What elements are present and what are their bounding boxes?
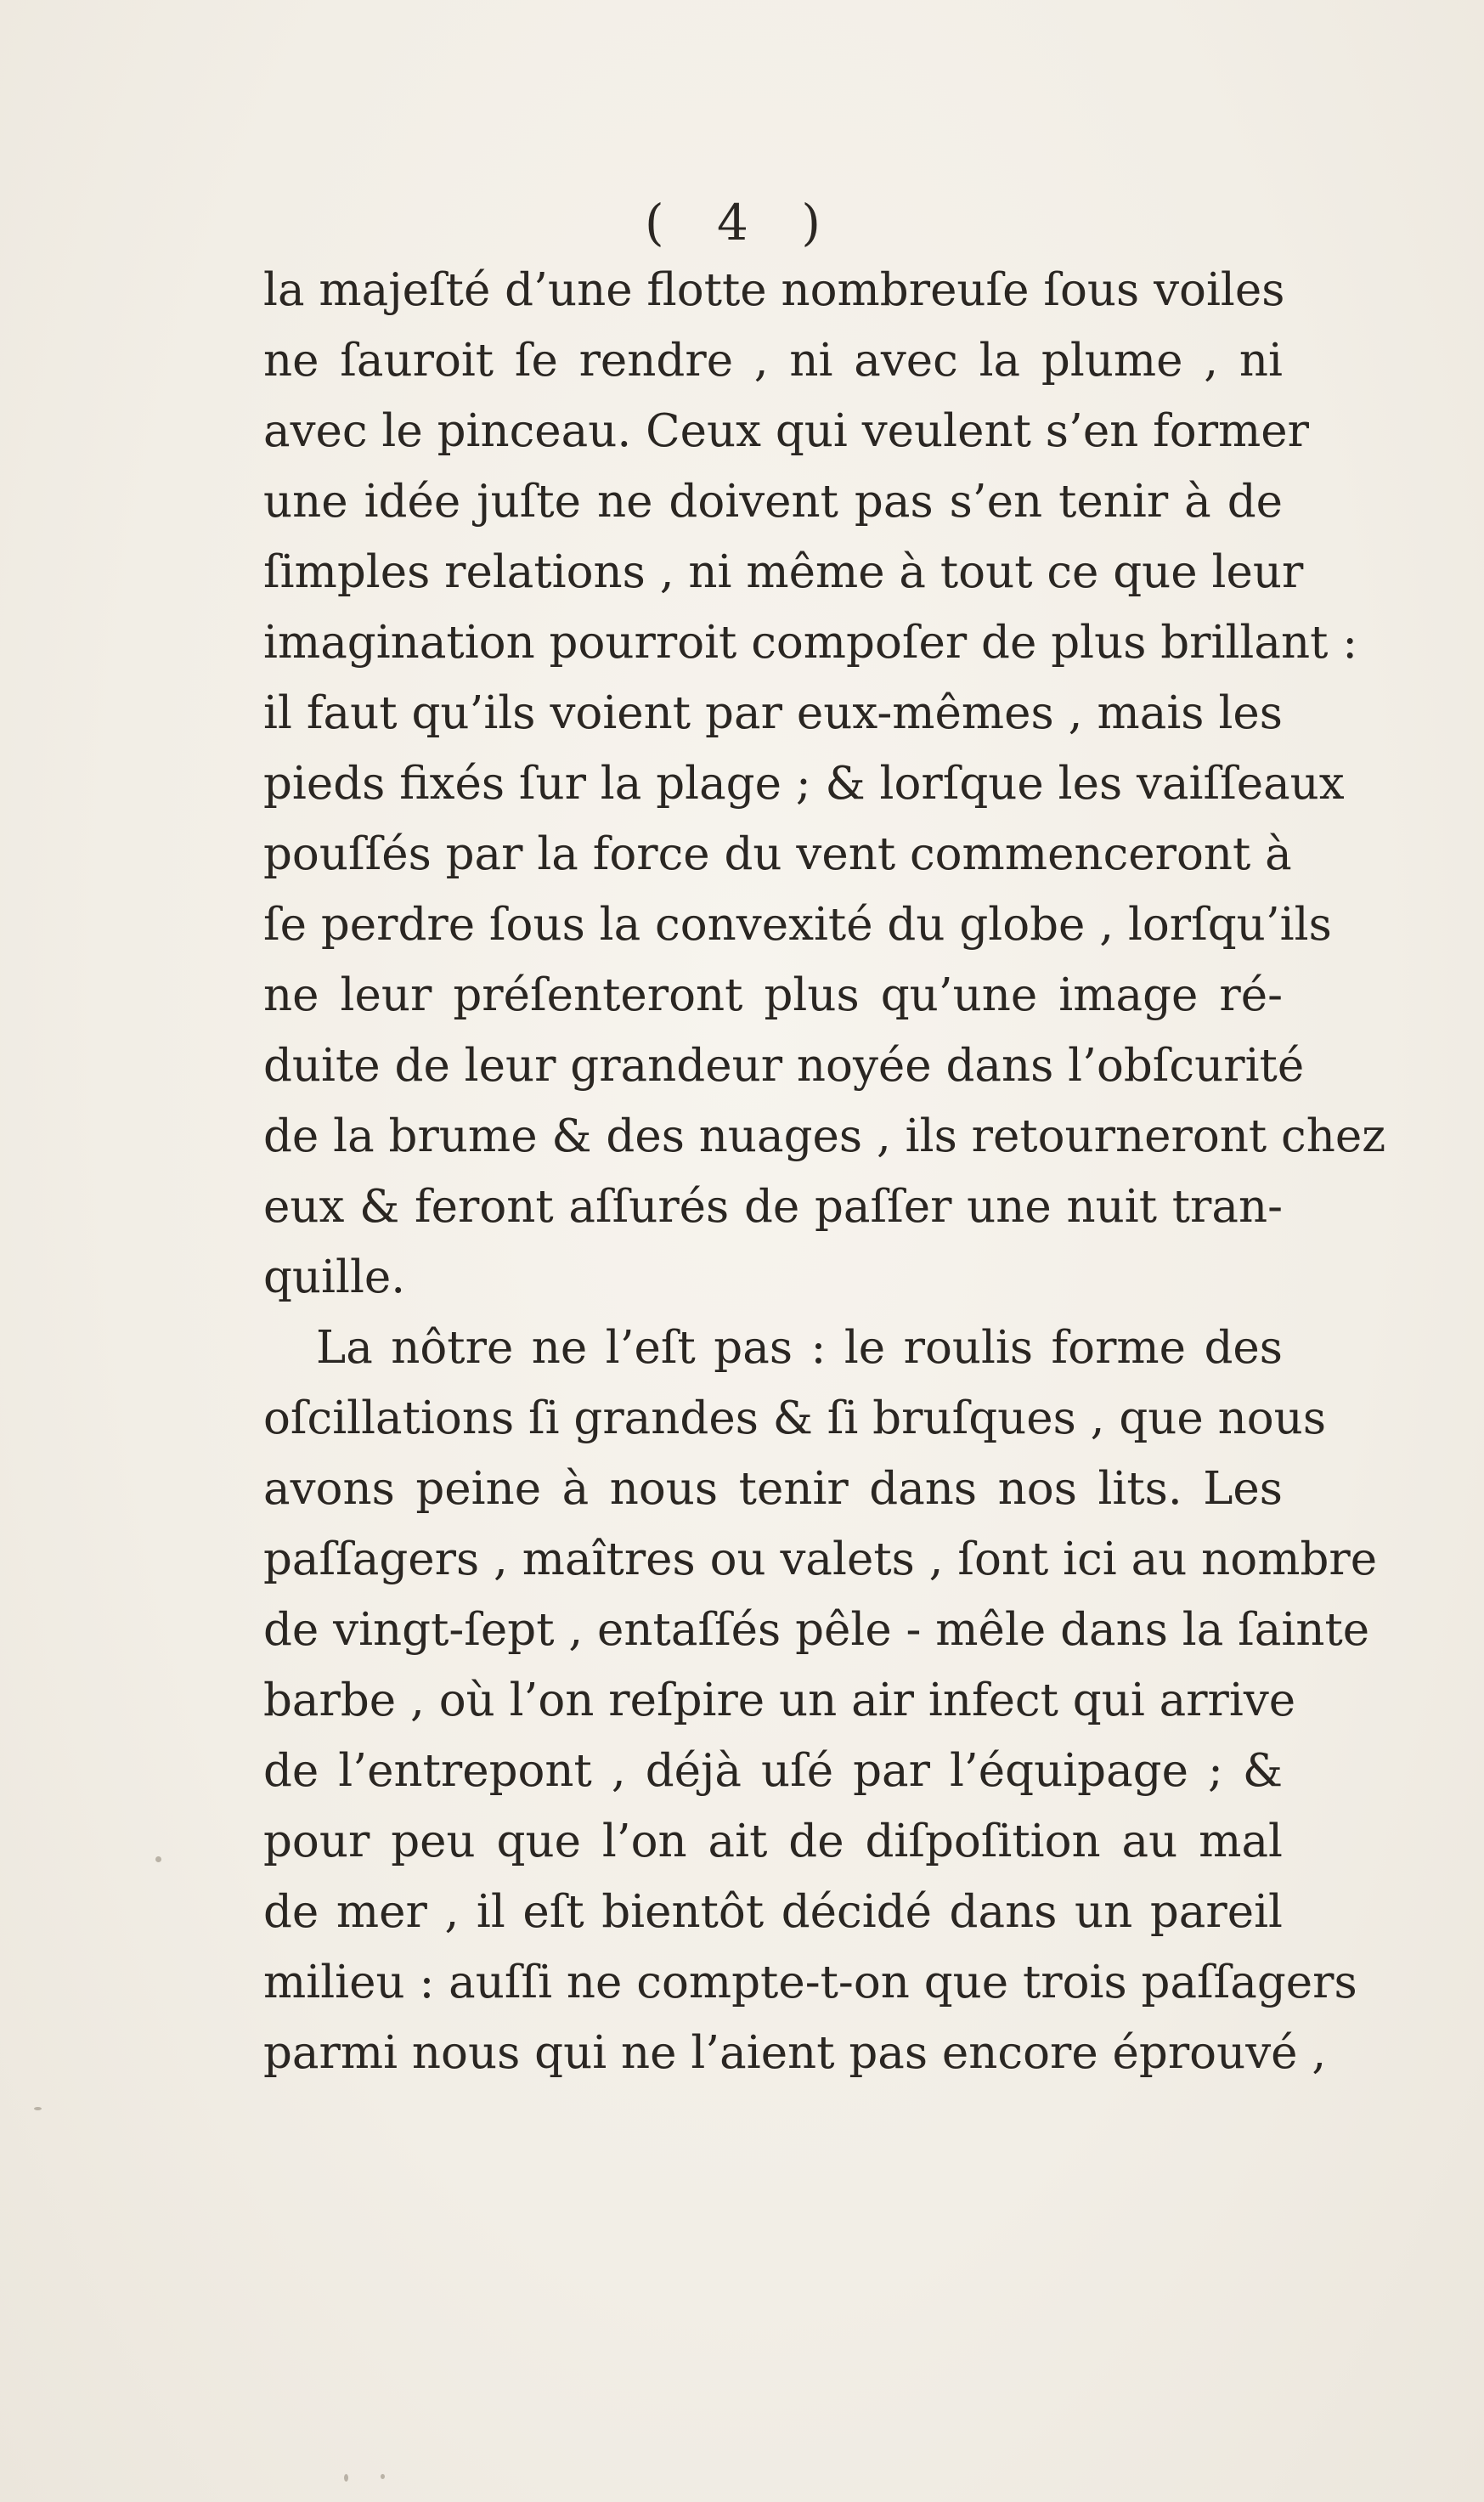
text-line: de mer , il eſt bientôt décidé dans un pareil	[263, 1886, 1283, 1938]
text-line: pieds fixés ſur la plage ; & lorſque les vaiſſeaux	[263, 758, 1345, 810]
text-line: parmi nous qui ne l’aient pas encore éprouvé ,	[263, 2027, 1327, 2079]
text-line: pouſſés par la force du vent commenceront à	[263, 828, 1292, 880]
text-line: il faut qu’ils voient par eux-mêmes , mais les	[263, 687, 1283, 739]
paper-speck	[381, 2474, 385, 2479]
paper-speck	[344, 2474, 348, 2482]
text-line: ne ſauroit ſe rendre , ni avec la plume , ni	[263, 335, 1283, 387]
text-line: la majeſté d’une flotte nombreuſe ſous voiles	[263, 264, 1285, 316]
body-text	[263, 255, 1386, 2088]
text-line: eux & feront aſſurés de paſſer une nuit tran-	[263, 1181, 1283, 1233]
text-line: ſe perdre ſous la convexité du globe , lorſqu’ils	[263, 899, 1332, 951]
text-line: ne leur préſenteront plus qu’une image ré-	[263, 969, 1283, 1021]
text-line: de la brume & des nuages , ils retourneront chez	[263, 1110, 1386, 1162]
text-line: avons peine à nous tenir dans nos lits. Les	[263, 1463, 1283, 1515]
paper-speck	[155, 1856, 161, 1862]
text-line: avec le pinceau. Ceux qui veulent s’en former	[263, 405, 1309, 457]
text-line: pour peu que l’on ait de diſpoſition au mal	[263, 1816, 1283, 1867]
text-line: de l’entrepont , déjà uſé par l’équipage ; &	[263, 1745, 1283, 1797]
text-line: une idée juſte ne doivent pas s’en tenir à de	[263, 476, 1283, 528]
text-line: milieu : auſſi ne compte-t-on que trois paſſagers	[263, 1957, 1357, 2008]
text-line: oſcillations ſi grandes & ſi bruſques , que nous	[263, 1392, 1327, 1444]
text-line: barbe , où l’on reſpire un air infect qui arrive	[263, 1675, 1296, 1726]
paper-speck	[34, 2107, 42, 2110]
page-number: ( 4 )	[644, 194, 840, 251]
text-line-paragraph-start: La nôtre ne l’eſt pas : le roulis forme des	[316, 1322, 1283, 1374]
text-line: paſſagers , maîtres ou valets , ſont ici au nombre	[263, 1533, 1378, 1585]
text-line: ſimples relations , ni même à tout ce que leur	[263, 546, 1304, 598]
text-line: duite de leur grandeur noyée dans l’obſcurité	[263, 1040, 1305, 1092]
text-line: de vingt-ſept , entaſſés pêle - mêle dans la ſainte	[263, 1604, 1370, 1656]
text-line-paragraph-end: quille.	[263, 1251, 406, 1303]
text-line: imagination pourroit compoſer de plus brillant :	[263, 617, 1358, 669]
